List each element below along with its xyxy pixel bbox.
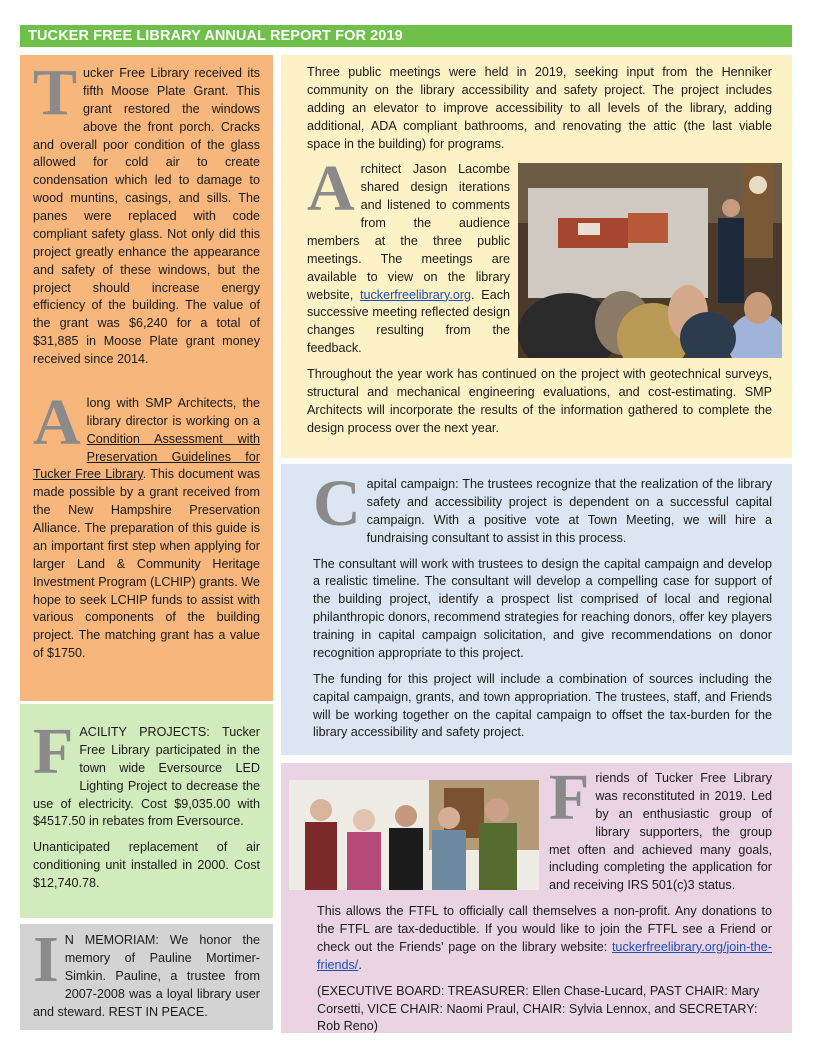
friends-section	[281, 763, 792, 1033]
moose-plate-paragraph: Tucker Free Library received its fifth Moose Plate Grant. This grant restored the windows above the front porch. Cracks and overall poor condition of the glass allowed for cold air to create condensation which led to damage to wood muntins, casings, and sills. The panes were replaced with code compliant safety glass. Not only did this project greatly enhance the appearance and safety of these windows, but the project should increase energy efficiency of the building. The value of the grant was $6,240 for a total of $31,885 in Moose Plate grant money received since 2014.	[33, 56, 260, 366]
drop-cap: A	[307, 152, 355, 226]
condition-assessment-link[interactable]: Condition Assessment with Preservation Guidelines for Tucker Free Library	[33, 431, 260, 482]
report-banner	[20, 25, 792, 47]
meetings-closing: Throughout the year work has continued on the project with geotechnical surveys, structural and mechanical engineering evaluations, and cost-estimating. SMP Architects will incorporate the results of the information gathered to complete the design process over the next year.	[307, 367, 772, 435]
facility-projects-section	[20, 704, 273, 918]
friends-paragraph-1: Friends of Tucker Free Library was reconstituted in 2019. Led by an enthusiastic group of library supporters, the group met often and achieved many goals, including completing the application for and receiving IRS 501(c)3 status.	[549, 761, 772, 893]
friends-image	[289, 780, 539, 890]
air-conditioning-paragraph: Unanticipated replacement of air conditioning unit installed in 2000. Cost $12,740.78.	[33, 840, 260, 890]
join-friends-link[interactable]: tuckerfreelibrary.org/join-the-friends/	[317, 939, 772, 972]
drop-cap: T	[33, 56, 78, 129]
drop-cap: A	[33, 385, 81, 459]
capital-paragraph-2: The consultant will work with trustees to design the capital campaign and develop a realistic timeline. The consultant will develop a compelling case for support of the building project, identify a prospect list comprised of local and regional philanthropic donors, recommend strategies for reaching donors, offer key players training in capital campaign solicitation, and give recommendations on donor recognition appropriate to this project.	[313, 556, 772, 660]
drop-cap: F	[33, 715, 74, 788]
friends-photo	[289, 780, 539, 890]
memoriam-paragraph: I N MEMORIAM: We honor the memory of Pauline Mortimer-Simkin. Pauline, a trustee from 2007-2008 was a loyal library user and steward. REST IN PEACE.	[33, 923, 260, 1019]
drop-cap: C	[313, 467, 361, 540]
memoriam-section	[20, 924, 273, 1030]
architect-paragraph: Architect Jason Lacombe shared design iterations and listened to comments from the audience members at the three public meetings. The meetings are available to view on the library website, tuckerfreelibrary.org. Each successive meeting reflected design changes resulting from the feedback.	[307, 152, 510, 356]
facility-paragraph: FACILITY PROJECTS: Tucker Free Library participated in the town wide Eversource LED Lighting Project to decrease the use of electricity. Cost $9,035.00 with $4517.50 in rebates from Eversource.	[33, 715, 260, 829]
capital-paragraph-1: Capital campaign: The trustees recognize that the realization of the library safety and accessibility project is dependent on a successful capital campaign. With a positive vote at Town Meeting, we will hire a fundraising consultant to assist in this process.	[313, 467, 772, 545]
report-title: TUCKER FREE LIBRARY ANNUAL REPORT FOR 2019	[28, 28, 403, 44]
moose-plate-section	[20, 55, 273, 701]
public-meeting-photo	[518, 163, 782, 358]
drop-cap: I	[33, 923, 59, 996]
capital-paragraph-3: The funding for this project will include a combination of sources including the capital campaign, grants, and town appropriation. The trustees, staff, and Friends will be working together on the capital campaign to offset the tax-burden for the library accessibility and safety project.	[313, 671, 772, 740]
public-meeting-image	[518, 163, 782, 358]
meetings-intro: Three public meetings were held in 2019, seeking input from the Henniker community on the library accessibility and safety project. The project includes adding an elevator to improve accessibility to all levels of the library, adding additional, ADA compliant bathrooms, and renovating the attic (the last viable space in the building) for programs.	[307, 65, 772, 151]
library-website-link[interactable]: tuckerfreelibrary.org	[359, 287, 472, 302]
drop-cap: F	[549, 761, 590, 834]
condition-assessment-paragraph: Along with SMP Architects, the library director is working on a Condition Assessment with Preservation Guidelines for Tucker Free Library. This document was made possible by a grant received from the New Hampshire Preservation Alliance. The preparation of this guide is an important first step when applying for larger Land & Community Heritage Investment Program (LCHIP) grants. We hope to seek LCHIP funds to assist with various components of the building project. The matching grant has a value of $1750.	[33, 385, 260, 661]
capital-campaign-section	[281, 464, 792, 755]
executive-board: (EXECUTIVE BOARD: TREASURER: Ellen Chase-Lucard, PAST CHAIR: Mary Corsetti, VICE CHAIR: Naomi Praul, CHAIR: Sylvia Lennox, and SECRETARY: Rob Reno)	[317, 983, 760, 1034]
friends-paragraph-2: This allows the FTFL to officially call themselves a non-profit. Any donations to the FTFL are tax-deductible. If you would like to join the FTFL see a Friend or check out the Friends' page on the library website: tuckerfreelibrary.org/join-the-friends/.	[317, 904, 772, 972]
public-meetings-section	[281, 55, 792, 458]
